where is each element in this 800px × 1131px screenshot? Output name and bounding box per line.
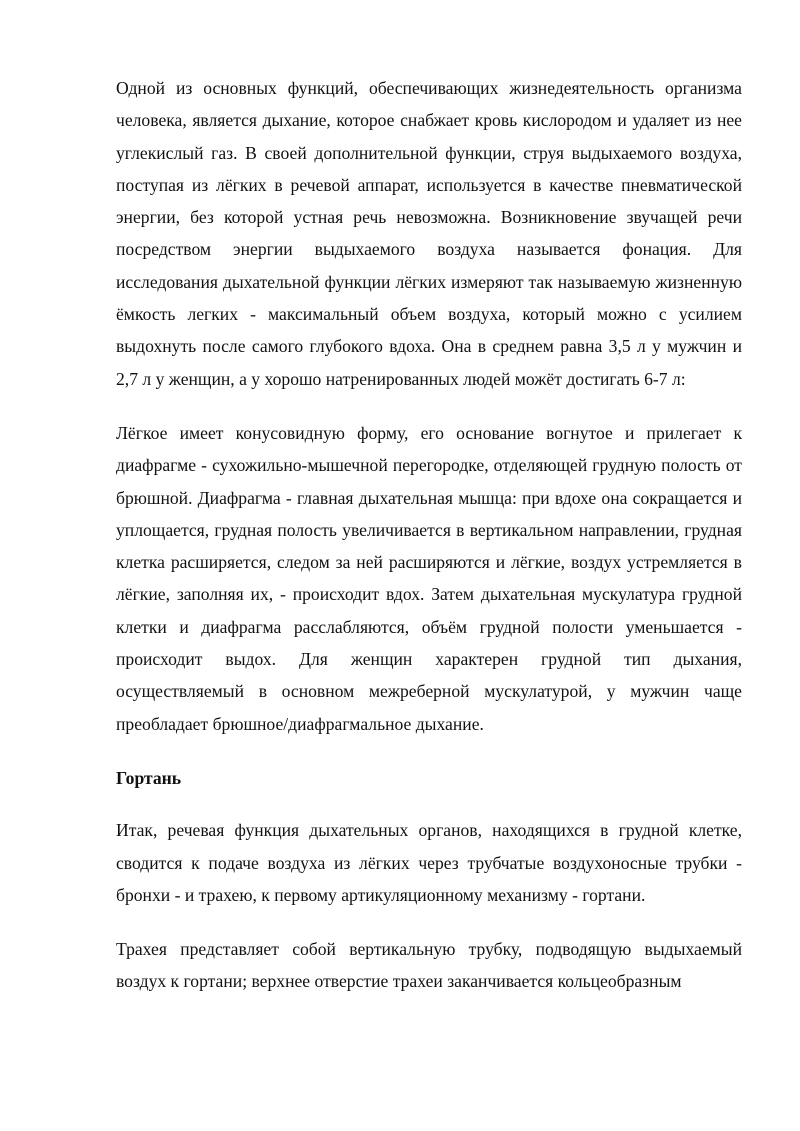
section-heading-larynx: Гортань (116, 767, 182, 788)
paragraph-speech-function: Итак, речевая функция дыхательных органов, находящихся в грудной клетке, сводится к подаче воздуха из лёгких через трубчатые воздухоносные трубки - бронхи - и трахею, к первому артикуляционному механизму - гортани. (116, 820, 742, 905)
paragraph-breathing-intro: Одной из основных функций, обеспечивающих жизнедеятельность организма человека, является дыхание, которое снабжает кровь кислородом и удаляет из нее углекислый газ. В своей дополнительной функции, струя выдыхаемого воздуха, поступая из лёгких в речевой аппарат, используется в качестве пневматической энергии, без которой устная речь невозможна. Возникновение звучащей речи посредством энергии выдыхаемого воздуха называется фонация. Для исследования дыхательной функции лёгких измеряют так называемую жизненную ёмкость легких - максимальный объем воздуха, который можно с усилием выдохнуть после самого глубокого вдоха. Она в среднем равна 3,5 л у мужчин и 2,7 л у женщин, а у хорошо натренированных людей можёт достигать 6-7 л: (116, 78, 742, 389)
document-body (116, 72, 742, 1020)
paragraph-lung-diaphragm: Лёгкое имеет конусовидную форму, его основание вогнутое и прилегает к диафрагме - сухожильно-мышечной перегородке, отделяющей грудную полость от брюшной. Диафрагма - главная дыхательная мышца: при вдохе она сокращается и уплощается, грудная полость увеличивается в вертикальном направлении, грудная клетка расширяется, следом за ней расширяются и лёгкие, воздух устремляется в лёгкие, заполняя их, - происходит вдох. Затем дыхательная мускулатура грудной клетки и диафрагма расслабляются, объём грудной полости уменьшается - происходит выдох. Для женщин характерен грудной тип дыхания, осуществляемый в основном межреберной мускулатурой, у мужчин чаще преобладает брюшное/диафрагмальное дыхание. (116, 422, 742, 734)
paragraph-trachea: Трахея представляет собой вертикальную трубку, подводящую выдыхаемый воздух к гортани; верхнее отверстие трахеи заканчивается кольцеобразным (116, 939, 742, 992)
